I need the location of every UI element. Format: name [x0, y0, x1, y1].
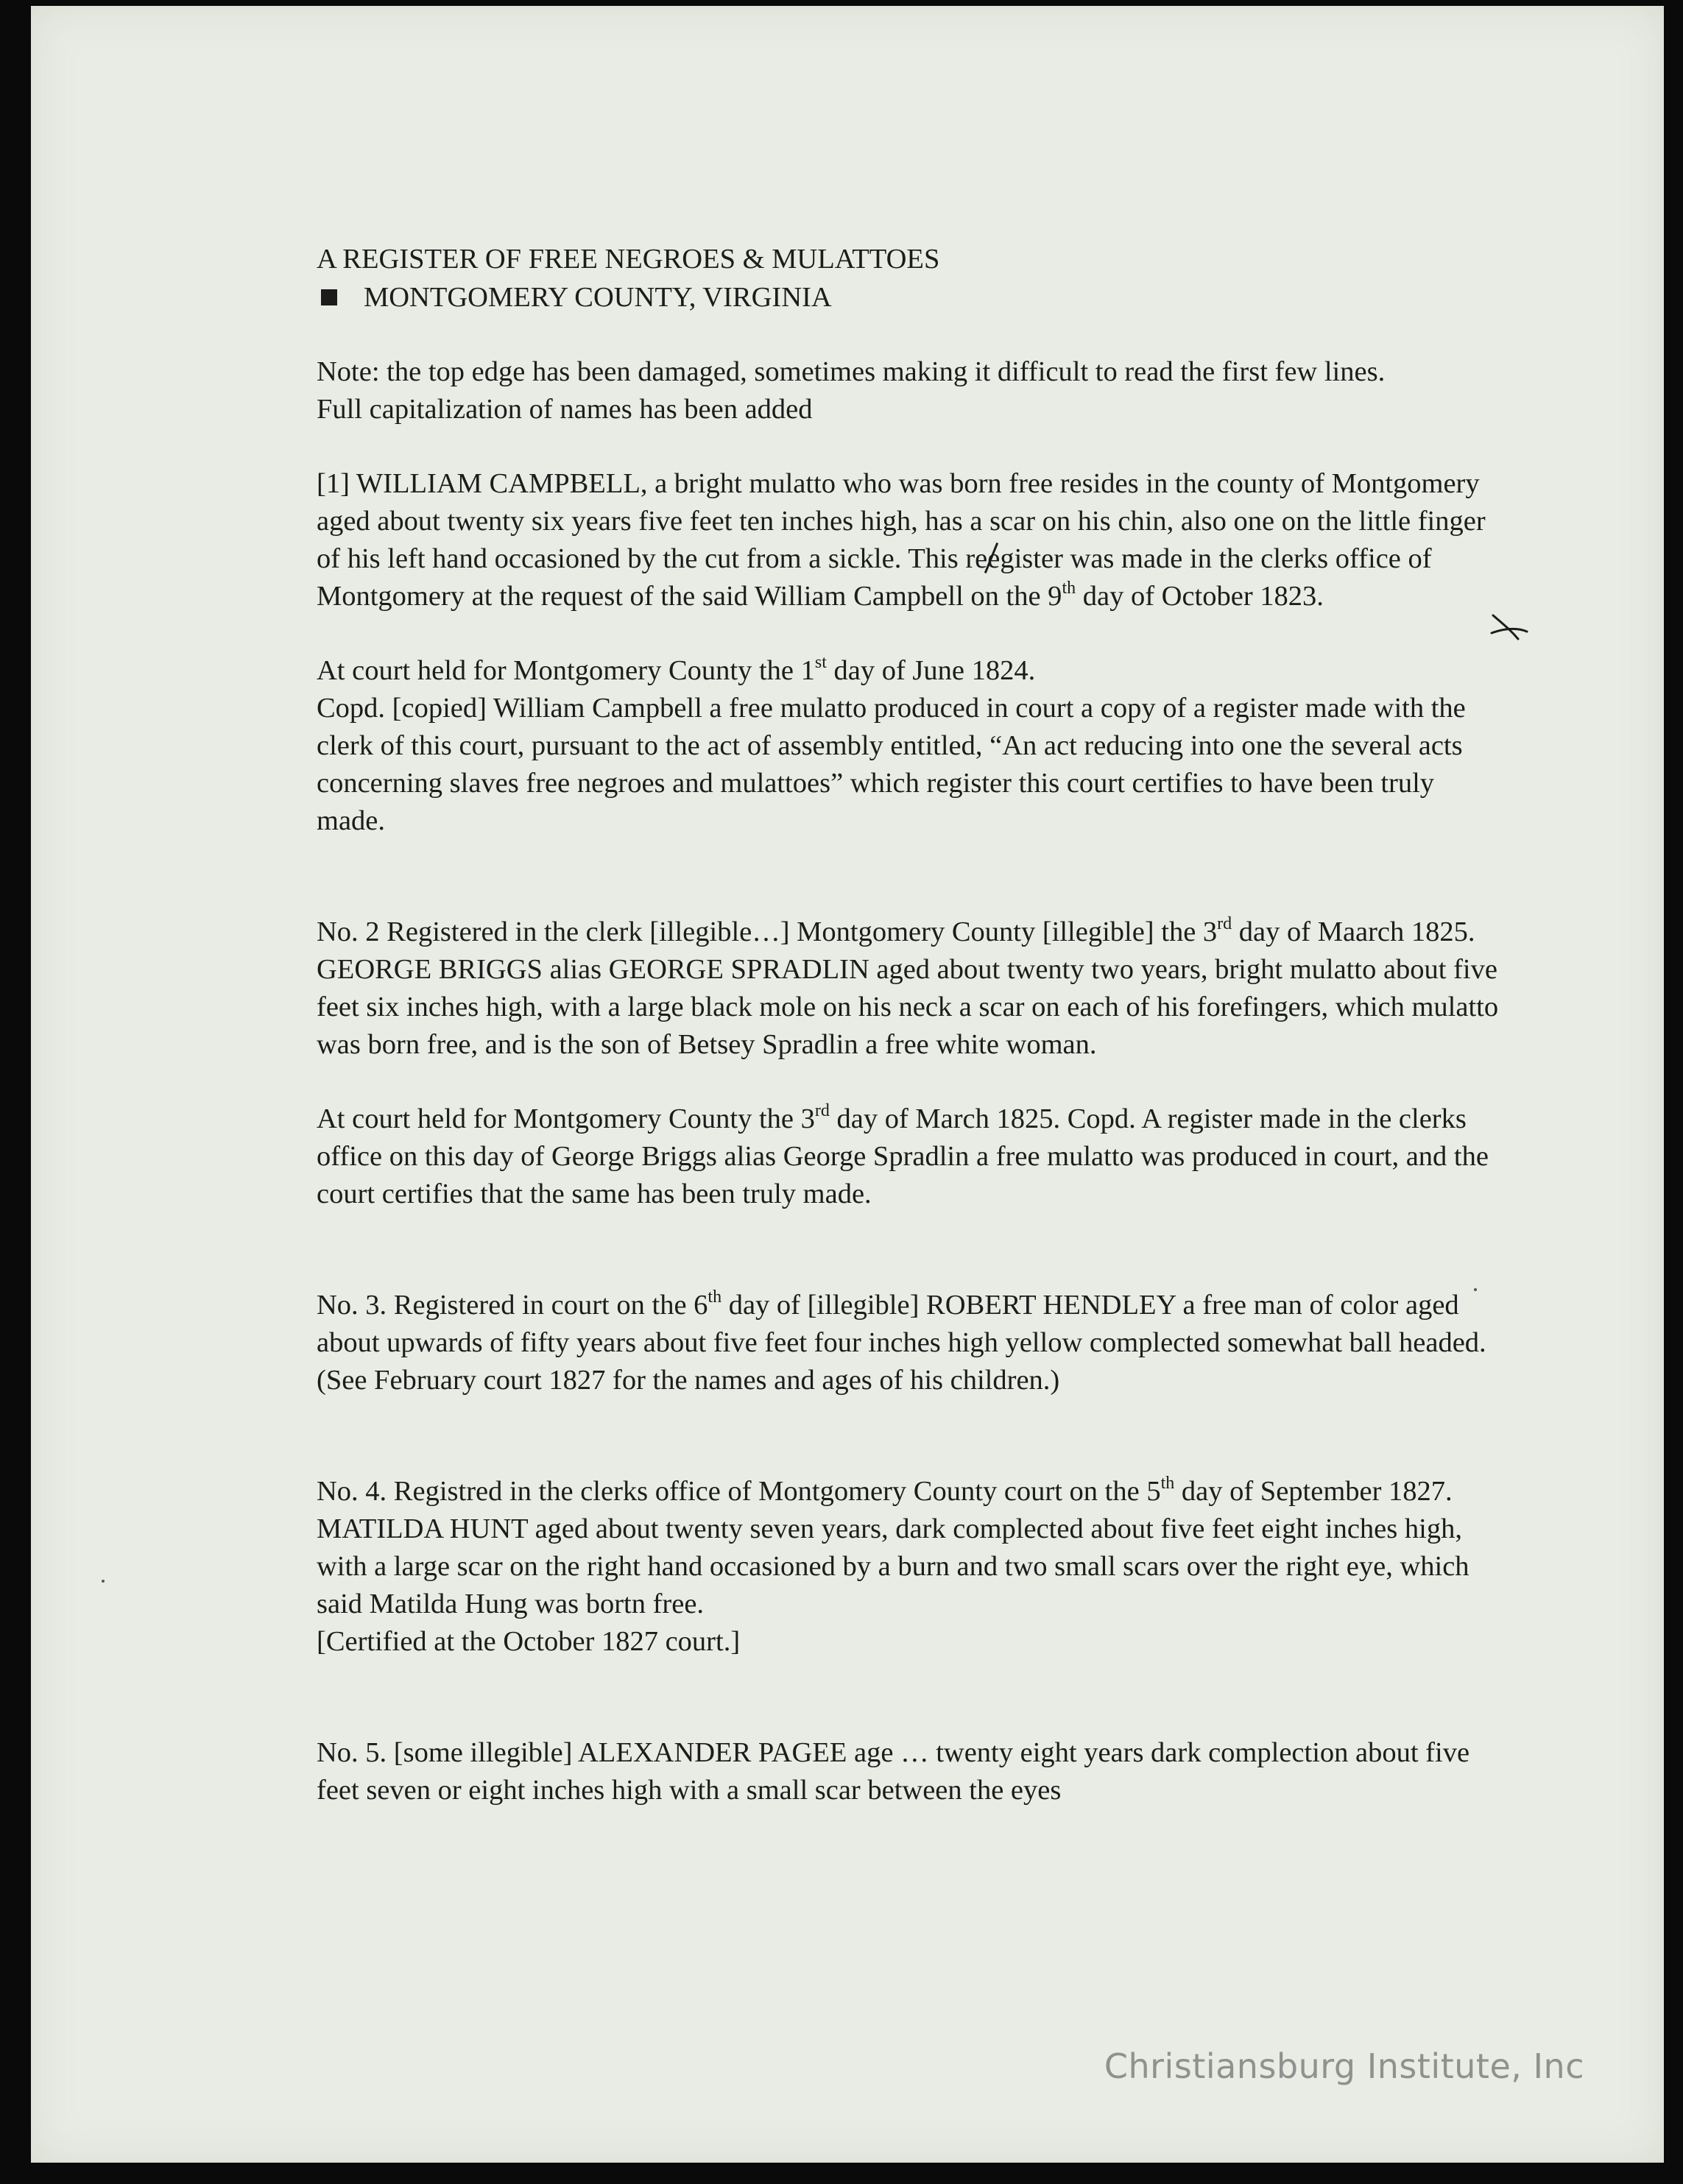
entry-3-text-a: No. 3. Registered in court on the 6	[317, 1290, 708, 1321]
entry-5: No. 5. [some illegible] ALEXANDER PAGEE age … twenty eight years dark complection about five feet seven or eight inches high with a small scar between the eyes	[317, 1737, 1470, 1806]
document-title: A REGISTER OF FREE NEGROES & MULATTOES	[317, 244, 940, 275]
entry-3-ordinal: th	[708, 1287, 722, 1307]
entry-2-court-text-b: day of March 1825. Copd. A register made in the clerks office on this day of George Briggs alias George Spradlin a free mulatto was produced in court, and the court certifies that the same has been truly made.	[317, 1103, 1489, 1209]
entry-1	[317, 465, 1509, 615]
watermark: Christiansburg Institute, Inc	[1104, 2046, 1584, 2086]
entry-2-text-a: No. 2 Registered in the clerk [illegible…] Montgomery County [illegible] the 3	[317, 916, 1218, 947]
handwritten-x-icon	[1489, 612, 1530, 642]
entry-4-text-a: No. 4. Registred in the clerks office of Montgomery County court on the 5	[317, 1476, 1161, 1507]
note-line-1: Note: the top edge has been damaged, sometimes making it difficult to read the first few lines.	[317, 356, 1386, 387]
entry-2-text-b: day of Maarch 1825. GEORGE BRIGGS alias GEORGE SPRADLIN aged about twenty two years, bright mulatto about five feet six inches high, with a large black mole on his neck a scar on each of his forefingers, which mulatto was born free, and is the son of Betsey Spradlin a free white woman.	[317, 916, 1499, 1060]
entry-1-court-date	[317, 652, 1509, 690]
document-page	[31, 6, 1664, 2163]
speck	[102, 1580, 105, 1583]
entry-2	[317, 913, 1509, 1064]
entry-4-ordinal: th	[1160, 1474, 1175, 1493]
entry-1-court-text-a: At court held for Montgomery County the 1	[317, 655, 815, 686]
document-subtitle-line	[317, 278, 1509, 317]
entry-1-text-a: [1] WILLIAM CAMPBELL, a bright mulatto who was born free resides in the county of Montgomery aged about twenty six years five feet ten inches high, has a scar on his chin, also one on the little finger of his left hand occasioned by the cut from a sickle. This re	[317, 468, 1486, 574]
entry-1-court-ordinal: st	[814, 653, 827, 672]
entry-1-court-text: Copd. [copied] William Campbell a free mulatto produced in court a copy of a register made with the clerk of this court, pursuant to the act of assembly entitled, “An act reducing into one the several acts concerning slaves free negroes and mulattoes” which register this court certifies to have been truly made.	[317, 693, 1466, 836]
entry-2-ordinal: rd	[1217, 914, 1232, 933]
entry-4-certified: [Certified at the October 1827 court.]	[317, 1626, 741, 1657]
entry-2-court-ordinal: rd	[814, 1101, 830, 1120]
entry-2-court	[317, 1100, 1509, 1213]
entry-1-ordinal: th	[1062, 579, 1076, 598]
entry-4	[317, 1473, 1509, 1623]
entry-3	[317, 1287, 1509, 1399]
square-bullet-icon	[321, 289, 337, 305]
entry-2-court-text-a: At court held for Montgomery County the 3	[317, 1103, 815, 1134]
entry-3-text-b: day of [illegible] ROBERT HENDLEY a free man of color aged about upwards of fifty years about five feet four inches high yellow complected somewhat ball headed. (See February court 1827 for the names and ages of his children.)	[317, 1290, 1486, 1396]
document-subtitle: MONTGOMERY COUNTY, VIRGINIA	[364, 282, 832, 313]
entry-1-text-b: egister was made in the clerks office of Montgomery at the request of the said William Campbell on the 9	[317, 543, 1432, 612]
note-line-2: Full capitalization of names has been added	[317, 394, 813, 425]
document-body	[317, 240, 1509, 1809]
entry-1-text-c: day of October 1823.	[1076, 581, 1324, 612]
entry-1-court-text-b: day of June 1824.	[826, 655, 1036, 686]
speck	[1474, 1288, 1477, 1291]
entry-4-text-b: day of September 1827. MATILDA HUNT aged about twenty seven years, dark complected about five feet eight inches high, with a large scar on the right hand occasioned by a burn and two small scars over the right eye, which said Matilda Hung was bortn free.	[317, 1476, 1469, 1619]
